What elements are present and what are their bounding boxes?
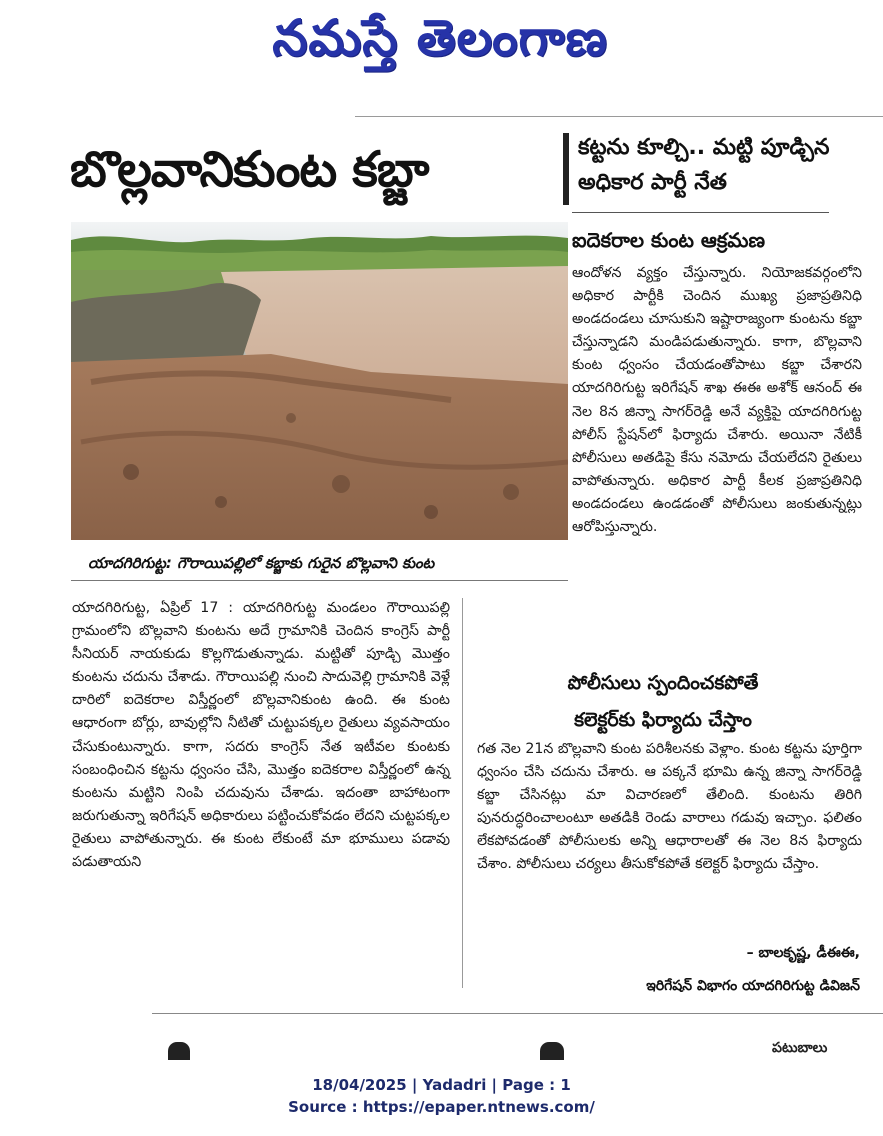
photo-caption: యాదగిరిగుట్ట: గౌరాయిపల్లిలో కబ్జాకు గురైన బొల్లవాని కుంట (88, 554, 435, 572)
left-column-paragraph: యాదగిరిగుట్ట, ఏప్రిల్ 17 : యాదగిరిగుట్ట మండలం గౌరాయిపల్లి గ్రామంలోని బొల్లవాని కుంటను అదే గ్రామానికి చెందిన కాంగ్రెస్ పార్టీ సీనియర్ నాయకుడు కొల్లగొడుతున్నాడు. మట్టితో పూడ్చి మొత్తం కుంటను చదును చేశాడు. గౌరాయిపల్లి నుంచి సాదువెల్లి గ్రామానికి వెళ్లే దారిలో ఐదెకరాల విస్తీర్ణంలో బొల్లవానికుంట ఉంది. ఈ కుంట ఆధారంగా బోర్లు, బావుల్లోని నీటితో చుట్టుపక్కల రైతులు వ్యవసాయం చేసుకుంటున్నారు. కాగా, సదరు కాంగ్రెస్ నేత ఇటీవల కుంటకు సంబంధించిన కట్టను ధ్వంసం చేసి, మొత్తం ఐదెకరాల విస్తీర్ణంలో ఉన్న కుంటను మట్టిని నింపి చదువును చేశాడు. ఇదంతా బాహాటంగా జరుగుతున్నా ఇరిగేషన్ అధికారులు పట్టించుకోవడం లేదని చుట్టపక్కల రైతులు వాపోతున్నారు. ఈ కుంట లేకుంటే మా భూములు పడావు పడుతాయని (72, 600, 450, 871)
cut-off-text: పటుబాలు (772, 1040, 828, 1056)
subhead-accent-bar (563, 133, 569, 205)
article-subhead: కట్టను కూల్చి.. మట్టి పూడ్చిన అధికార పార్టీ నేత (578, 135, 830, 195)
cut-off-glyph (168, 1042, 190, 1060)
article-kicker: ఐదెకరాల కుంట ఆక్రమణ (572, 228, 765, 252)
quote-box-heading-line1: పోలీసులు స్పందించకపోతే (567, 672, 759, 694)
right-column-text (572, 262, 862, 539)
footer-source-line: Source : https://epaper.ntnews.com/ (288, 1098, 595, 1116)
quote-attribution-dept: ఇరిగేషన్ విభాగం యాదగిరిగుట్ట డివిజన్ (646, 978, 860, 994)
page-footer (0, 1074, 883, 1118)
quote-paragraph: గత నెల 21న బొల్లవాని కుంట పరిశీలనకు వెళ్లాం. కుంట కట్టను పూర్తిగా ధ్వంసం చేసి చదును చేశారు. ఆ పక్కనే భూమి ఉన్న జిన్నా సాగర్‌రెడ్డి కబ్జా చేసినట్లు మా విచారణలో తేలింది. కుంటను తిరిగి పునరుద్ధరించాలంటూ అతడికి రెండు వారాలు గడువు ఇచ్చాం. ఫలితం లేకపోవడంతో పోలీసులకు అన్ని ఆధారాలతో ఈ నెల 8న ఫిర్యాదు చేశాం. పోలీసులు చర్యలు తీసుకోకపోతే కలెక్టర్ ఫిర్యాదు చేస్తాం. (477, 741, 862, 873)
next-article-fragment (160, 1040, 880, 1060)
footer-edition-line: 18/04/2025 | Yadadri | Page : 1 (312, 1076, 571, 1094)
caption-rule (71, 580, 568, 581)
header-rule (355, 116, 883, 117)
photo-illustration (71, 222, 568, 540)
footer-rule (152, 1013, 883, 1014)
masthead-title: నమస్తే తెలంగాణ (272, 8, 608, 67)
quote-box-heading-line2: కలెక్టర్‌కు ఫిర్యాదు చేస్తాం (574, 709, 752, 731)
quote-attribution-name: – బాలకృష్ణ, డీఈఈ, (746, 945, 860, 961)
column-divider (462, 598, 463, 988)
quote-attribution (520, 937, 860, 1003)
article-photo (71, 222, 568, 540)
right-column-paragraph: ఆందోళన వ్యక్తం చేస్తున్నారు. నియోజకవర్గంలోని అధికార పార్టీకి చెందిన ముఖ్య ప్రజాప్రతినిధి అండదండలు చూసుకుని ఇష్టారాజ్యంగా కుంటను కబ్జా చేస్తున్నాడని మండిపడుతున్నారు. కాగా, బొల్లవాని కుంట ధ్వంసం చేయడంతోపాటు కబ్జా చేశారని యాదగిరిగుట్ట ఇరిగేషన్ శాఖ ఈఈ అశోక్ ఆనంద్ ఈ నెల 8న జిన్నా సాగర్‌రెడ్డి అనే వ్యక్తిపై యాదగిరిగుట్ట పోలీస్ స్టేషన్‌లో ఫిర్యాదు చేశారు. అయినా నేటికీ పోలీసులు అతడిపై కేసు నమోదు చేయలేదని రైతులు వాపోతున్నారు. అధికార పార్టీ కీలక ప్రజాప్రతినిధి అండదండలు ఉండడంతో పోలీసులు జంకుతున్నట్లు ఆరోపిస్తున్నారు. (572, 265, 862, 536)
subhead-rule (572, 212, 829, 213)
quote-box-heading (470, 665, 856, 739)
left-column-text (72, 597, 450, 874)
quote-text (477, 738, 862, 877)
article-headline: బొల్లవానికుంట కబ్జా (70, 141, 429, 198)
cut-off-glyph (540, 1042, 564, 1060)
